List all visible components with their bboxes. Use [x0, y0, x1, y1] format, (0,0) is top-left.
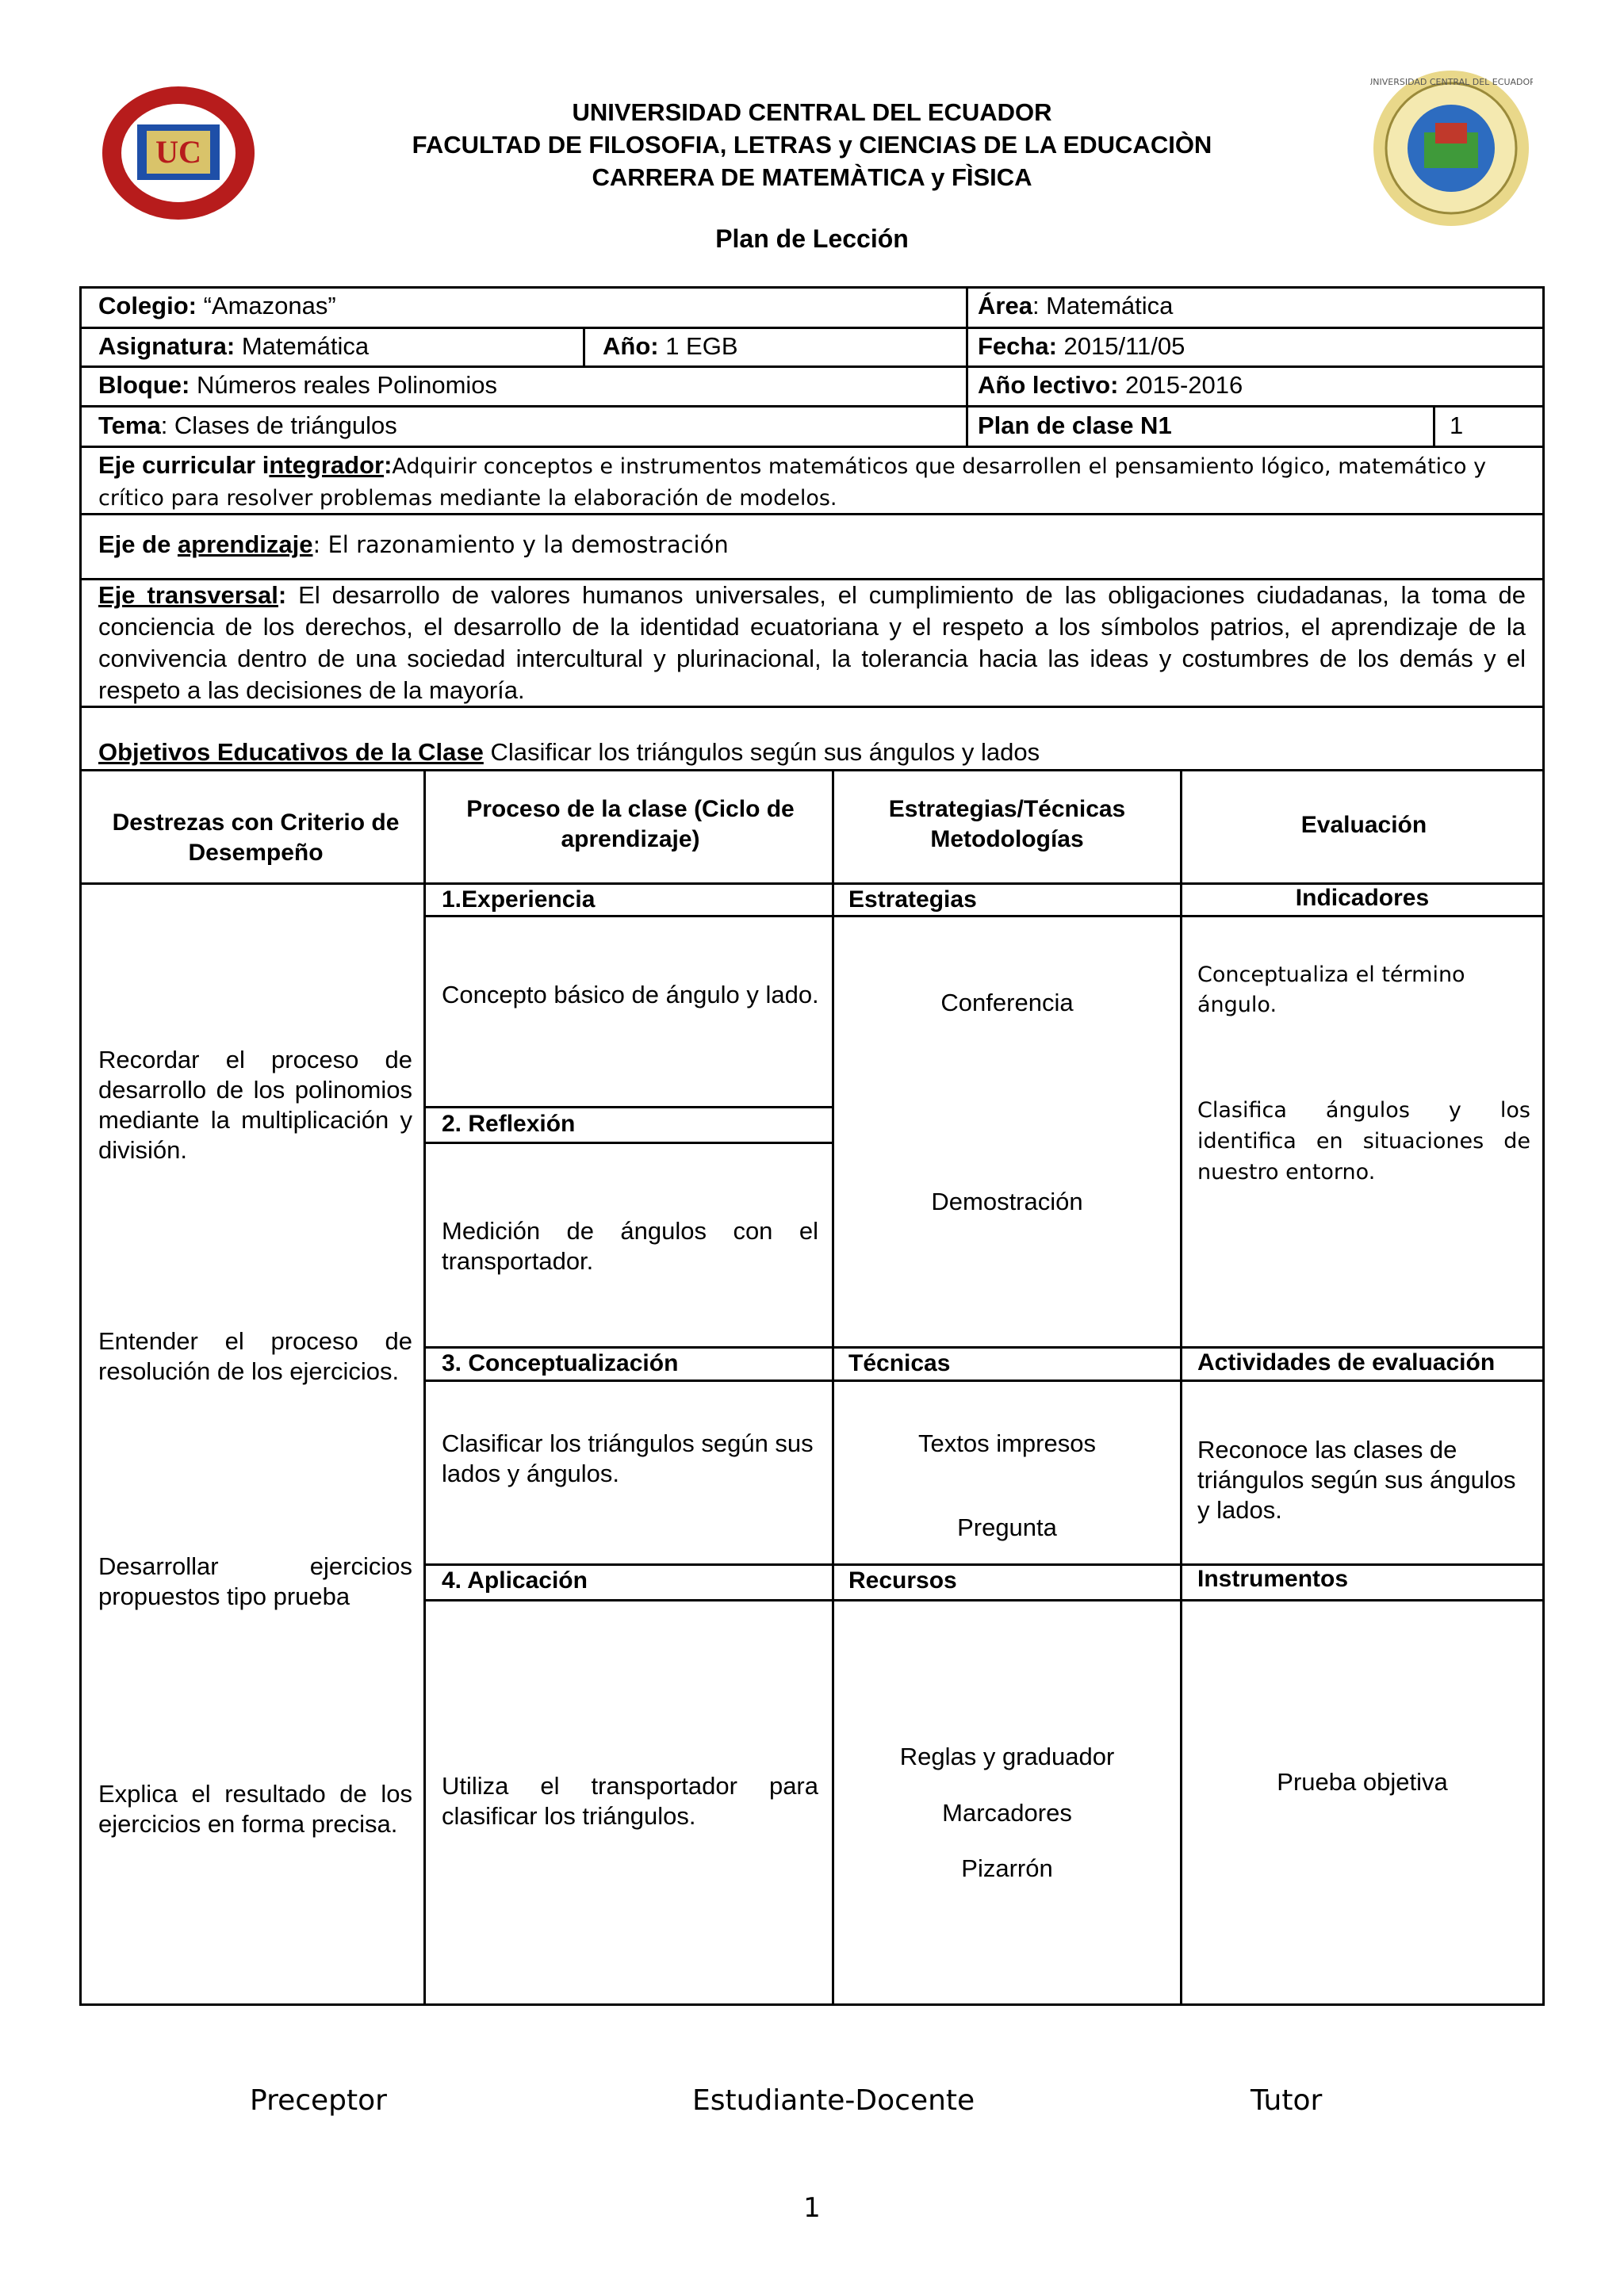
eje-curricular: Eje curricular integrador:Adquirir conceptos e instrumentos matemáticos que desarrollen el pensamiento lógico, matemático y crítico para resolver problemas mediante la elaboración de modelos. — [98, 451, 1487, 511]
col-destrezas: Destrezas con Criterio de Desempeño — [112, 809, 400, 866]
experiencia-text: Concepto básico de ángulo y lado. — [442, 981, 819, 1008]
logo-letters: UC — [155, 134, 201, 170]
signature-preceptor: Preceptor — [250, 2084, 387, 2117]
eje-aprendizaje: Eje de aprendizaje: El razonamiento y la demostración — [98, 530, 729, 558]
recurso-reglas: Reglas y graduador — [899, 1743, 1115, 1770]
anio-lectivo-field: Año lectivo: 2015-2016 — [978, 371, 1243, 399]
tecnica-pregunta: Pregunta — [957, 1513, 1057, 1541]
bloque-field: Bloque: Números reales Polinomios — [98, 371, 498, 399]
col-estrategias: Estrategias/Técnicas Metodologías — [888, 796, 1126, 852]
recurso-marcadores: Marcadores — [942, 1799, 1072, 1827]
fecha-field: Fecha: 2015/11/05 — [978, 332, 1185, 360]
eje-transversal: Eje transversal: El desarrollo de valores humanos universales, el cumplimiento de las obligaciones ciudadanas, la toma de conciencia de los derechos, el desarrollo de la identidad ecuatoriana y el respeto a los símbolos patrios, el aprendizaje de la convivencia dentro de una sociedad intercultural y plurinacional, la tolerancia hacia las ideas y costumbres de los demás y el respeto a las decisiones de la mayoría. — [98, 581, 1526, 704]
destreza-4: Explica el resultado de los ejercicios en forma precisa. — [98, 1780, 412, 1838]
col-evaluacion: Evaluación — [1300, 812, 1427, 838]
destreza-3: Desarrollar ejercicios propuestos tipo prueba — [98, 1552, 412, 1610]
estrategias-header: Estrategias — [848, 886, 977, 913]
doc-title: Plan de Lección — [715, 224, 909, 253]
actividades-header: Actividades de evaluación — [1197, 1349, 1496, 1376]
estrategia-demostracion: Demostración — [931, 1188, 1083, 1215]
col-proceso: Proceso de la clase (Ciclo de aprendizaje) — [466, 796, 795, 852]
university-name: UNIVERSIDAD CENTRAL DEL ECUADOR — [572, 98, 1052, 126]
recursos-header: Recursos — [848, 1567, 957, 1594]
reflexion-text: Medición de ángulos con el transportador. — [442, 1217, 818, 1275]
anio-field: Año: 1 EGB — [603, 332, 738, 360]
career-name: CARRERA DE MATEMÀTICA y FÌSICA — [592, 163, 1032, 191]
tecnicas-header: Técnicas — [848, 1350, 951, 1376]
aplicacion-text: Utiliza el transportador para clasificar los triángulos. — [442, 1772, 818, 1830]
seal-text: UNIVERSIDAD CENTRAL DEL ECUADOR — [1370, 77, 1533, 87]
destreza-2: Entender el proceso de resolución de los ejercicios. — [98, 1327, 412, 1385]
estrategia-conferencia: Conferencia — [940, 989, 1074, 1016]
indicadores-header: Indicadores — [1295, 885, 1430, 911]
phase-reflexion: 2. Reflexión — [442, 1111, 576, 1137]
area-field: Área: Matemática — [978, 292, 1174, 320]
colegio-field: Colegio: “Amazonas” — [98, 292, 336, 320]
actividades-text: Reconoce las clases de triángulos según sus ángulos y lados. — [1197, 1436, 1516, 1524]
indicador-1: Conceptualiza el término ángulo. — [1197, 962, 1465, 1017]
asignatura-field: Asignatura: Matemática — [98, 332, 370, 360]
page-number: 1 — [803, 2192, 821, 2224]
objetivos: Objetivos Educativos de la Clase Clasificar los triángulos según sus ángulos y lados — [98, 738, 1040, 766]
faculty-name: FACULTAD DE FILOSOFIA, LETRAS y CIENCIAS DE LA EDUCACIÒN — [412, 131, 1212, 159]
instrumentos-text: Prueba objetiva — [1277, 1768, 1448, 1796]
indicador-2: Clasifica ángulos y los identifica en situaciones de nuestro entorno. — [1197, 1098, 1530, 1184]
signature-estudiante: Estudiante-Docente — [692, 2084, 975, 2117]
phase-conceptualizacion: 3. Conceptualización — [442, 1350, 679, 1376]
tecnica-textos: Textos impresos — [918, 1429, 1096, 1457]
signature-tutor: Tutor — [1251, 2084, 1323, 2117]
recurso-pizarron: Pizarrón — [961, 1854, 1053, 1882]
plan-clase-label: Plan de clase N1 — [978, 411, 1172, 439]
plan-clase-number: 1 — [1450, 411, 1464, 439]
conceptualizacion-text: Clasificar los triángulos según sus lados y ángulos. — [442, 1429, 814, 1487]
phase-aplicacion: 4. Aplicación — [442, 1567, 588, 1594]
destreza-1: Recordar el proceso de desarrollo de los polinomios mediante la multiplicación y división. — [98, 1046, 412, 1164]
tema-field: Tema: Clases de triángulos — [98, 411, 397, 439]
instrumentos-header: Instrumentos — [1197, 1566, 1349, 1592]
phase-experiencia: 1.Experiencia — [442, 886, 596, 913]
